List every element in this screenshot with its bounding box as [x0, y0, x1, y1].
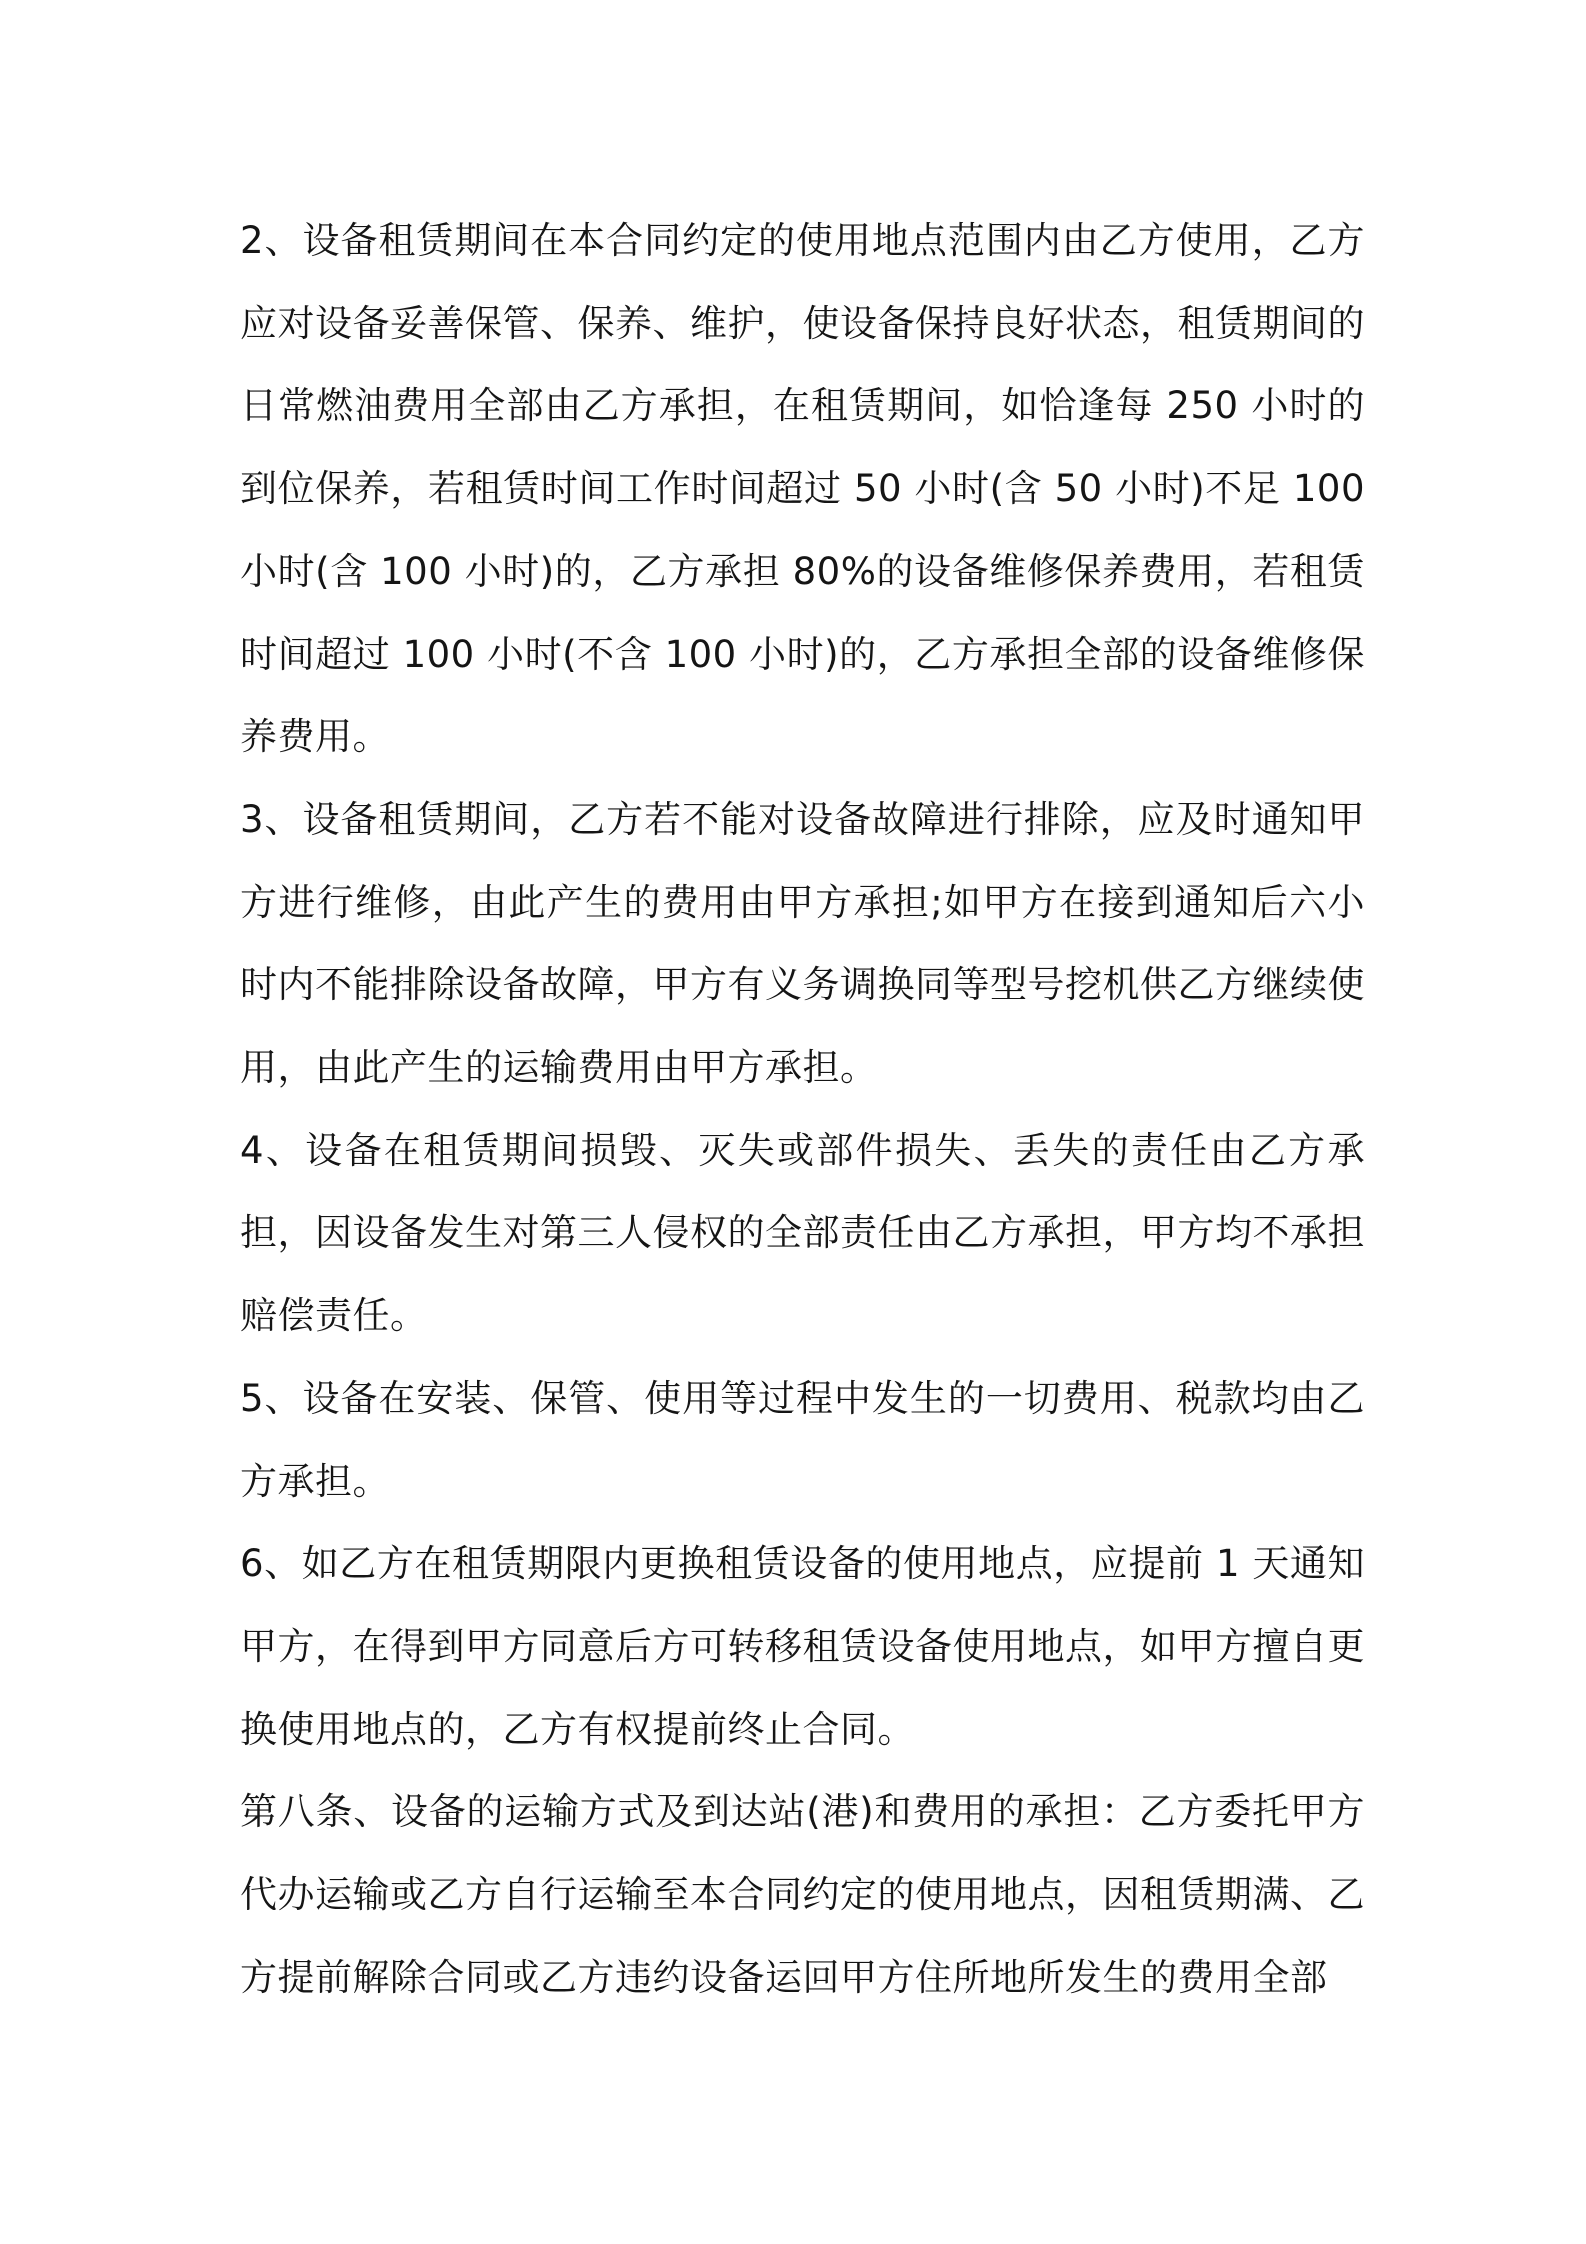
paragraph-clause-6: 6、如乙方在租赁期限内更换租赁设备的使用地点，应提前 1 天通知甲方，在得到甲方同意后方可转移租赁设备使用地点，如甲方擅自更换使用地点的，乙方有权提前终止合同。	[240, 1542, 1365, 1751]
paragraph-article-8: 第八条、设备的运输方式及到达站(港)和费用的承担：乙方委托甲方代办运输或乙方自行运输至本合同约定的使用地点，因租赁期满、乙方提前解除合同或乙方违约设备运回甲方住所地所发生的费用全部	[240, 1790, 1365, 1999]
paragraph-clause-3: 3、设备租赁期间，乙方若不能对设备故障进行排除，应及时通知甲方进行维修，由此产生的费用由甲方承担;如甲方在接到通知后六小时内不能排除设备故障，甲方有义务调换同等型号挖机供乙方继续使用，由此产生的运输费用由甲方承担。	[240, 797, 1365, 1090]
paragraph-clause-4: 4、设备在租赁期间损毁、灭失或部件损失、丢失的责任由乙方承担，因设备发生对第三人侵权的全部责任由乙方承担，甲方均不承担赔偿责任。	[240, 1128, 1365, 1338]
paragraph-clause-5: 5、设备在安装、保管、使用等过程中发生的一切费用、税款均由乙方承担。	[240, 1376, 1365, 1503]
document-body	[240, 200, 1365, 2019]
paragraph-clause-2: 2、设备租赁期间在本合同约定的使用地点范围内由乙方使用，乙方应对设备妥善保管、保养、维护，使设备保持良好状态，租赁期间的日常燃油费用全部由乙方承担，在租赁期间，如恰逢每 250 小时的到位保养，若租赁时间工作时间超过 50 小时(含 50 小时)不足 100 小时(含 100 小时)的，乙方承担 80%的设备维修保养费用，若租赁时间超过 100 小时(不含 100 小时)的，乙方承担全部的设备维修保养费用。	[240, 219, 1365, 759]
